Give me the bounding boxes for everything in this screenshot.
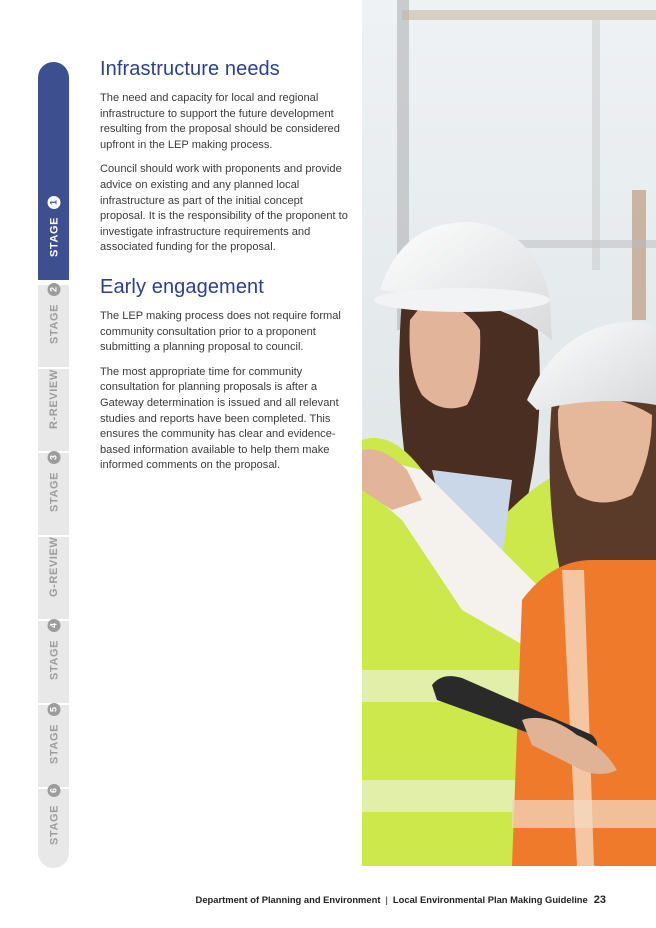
tab-label: STAGE (47, 216, 60, 257)
tab-g-review[interactable] (38, 535, 69, 619)
engagement-paragraph-1: The LEP making process does not require formal community consultation prior to a proponent submitting a planning proposal to council. (100, 309, 341, 354)
tab-stage-3[interactable] (38, 451, 69, 535)
footer-department: Department of Planning and Environment (195, 894, 381, 905)
infrastructure-heading: Infrastructure needs (100, 58, 280, 80)
tab-label: STAGE (47, 471, 60, 512)
tab-number: 1 (47, 196, 60, 209)
tab-label: G-REVIEW (47, 536, 60, 597)
tab-number: 5 (47, 703, 60, 716)
tab-stage-4[interactable] (38, 619, 69, 703)
page-number: 23 (593, 894, 606, 906)
workers-photo (362, 0, 656, 866)
tab-label: STAGE (47, 639, 60, 680)
tab-label: R-REVIEW (47, 369, 60, 429)
infrastructure-paragraph-2: Council should work with proponents and provide advice on existing and any planned local infrastructure as part of the initial concept proposal. It is the responsibility of the proponent to investigate infrastructure requirements and associated funding for the proposal. (100, 163, 348, 254)
footer-guide-title: Local Environmental Plan Making Guideline (392, 894, 588, 905)
tab-number: 3 (47, 451, 60, 464)
tab-number: 2 (47, 283, 60, 296)
tab-number: 6 (47, 784, 60, 797)
infrastructure-paragraph-1: The need and capacity for local and regional infrastructure to support the future development resulting from the proposal should be considered upfront in the LEP making process. (100, 92, 340, 151)
tab-number: 4 (47, 619, 60, 632)
page-footer (196, 894, 606, 906)
tab-label: STAGE (47, 303, 60, 344)
footer-separator: | (385, 894, 388, 905)
tab-stage-5[interactable] (38, 703, 69, 787)
tab-stage-6[interactable] (38, 787, 69, 868)
stage-tabs (38, 62, 69, 866)
tab-stage-2[interactable] (38, 283, 69, 367)
main-content (100, 58, 350, 483)
engagement-paragraph-2: The most appropriate time for community consultation for planning proposals is after a Gateway determination is issued and all relevant studies and reports have been completed. This ensures the community has clear and evidence-based information available to help them make informed comments on the proposal. (100, 365, 339, 472)
tab-label: STAGE (47, 723, 60, 764)
engagement-heading: Early engagement (100, 275, 264, 298)
tab-label: STAGE (47, 804, 60, 845)
tab-stage-1[interactable] (38, 62, 69, 280)
tab-r-review[interactable] (38, 367, 69, 451)
